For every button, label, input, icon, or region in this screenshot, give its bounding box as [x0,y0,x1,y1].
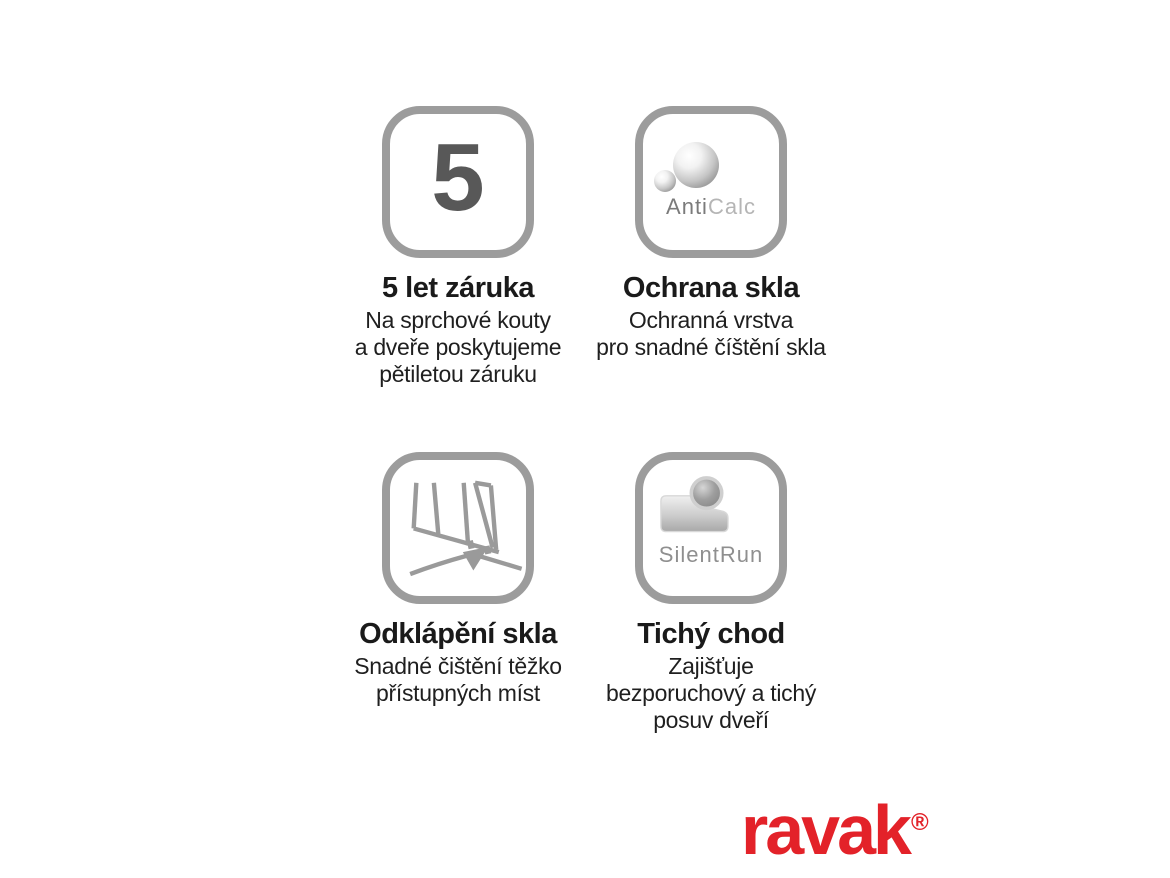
anticalc-label [643,195,779,219]
tilting-glass-drawing [390,460,526,596]
registered-trademark-symbol: ® [910,809,929,836]
anticalc-bubbles-icon [635,106,787,258]
feature-warranty [318,106,598,388]
anticalc-label-light: Calc [707,194,756,219]
bubble-small-icon [654,170,676,192]
silentrun-drawing [643,460,779,596]
feature-title: Tichý chod [637,618,785,650]
feature-title: 5 let záruka [382,272,534,304]
ravak-wordmark: ravak [741,791,909,869]
description-line: Zajišťuje [668,653,754,679]
feature-title: Ochrana skla [622,272,800,304]
anticalc-label-dark: Anti [666,194,708,219]
description-line: posuv dveří [653,707,769,733]
description-line: bezporuchový a tichý [605,680,817,706]
description-line: přístupných míst [376,680,540,706]
silentrun-label: SilentRun [658,542,764,567]
description-line: a dveře poskytujeme [354,334,562,360]
description-line: Ochranná vrstva [628,307,794,333]
description-line: Snadné čištění těžko [354,653,562,679]
bubble-large-icon [673,142,719,188]
feature-glass-protection [561,106,861,361]
feature-description [318,653,598,707]
description-line: Na sprchové kouty [365,307,551,333]
warranty-5-icon [382,106,534,258]
feature-silent-run [561,452,861,734]
feature-description [561,653,861,734]
silentrun-roller-icon [635,452,787,604]
description-line: pro snadné číštění skla [596,334,826,360]
feature-description [561,307,861,361]
feature-description [318,307,598,388]
tilting-glass-icon [382,452,534,604]
ravak-logo [741,791,929,869]
description-line: pětiletou záruku [379,361,537,387]
warranty-digit: 5 [431,124,485,231]
feature-tilting-glass [318,452,598,707]
feature-title: Odklápění skla [359,618,557,650]
